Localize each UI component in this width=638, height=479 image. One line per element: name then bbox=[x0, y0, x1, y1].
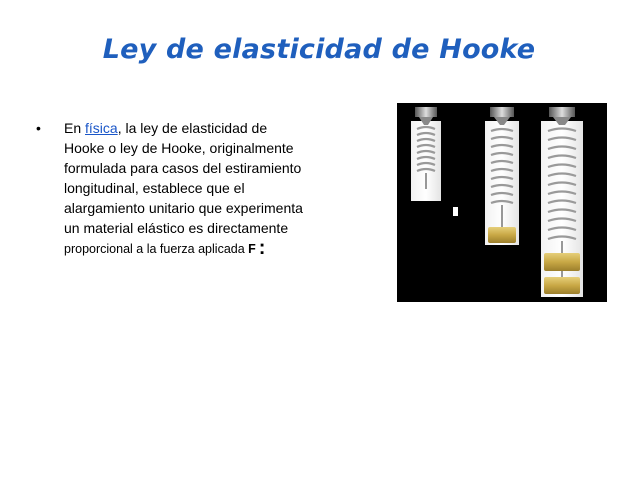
bullet-colon: : bbox=[258, 237, 266, 259]
bullet-tail-text: proporcional a la fuerza aplicada bbox=[64, 242, 249, 256]
spring-tube-1 bbox=[411, 107, 458, 216]
bullet-marker: • bbox=[36, 120, 41, 136]
springs-illustration bbox=[397, 103, 607, 302]
weight-1 bbox=[488, 227, 516, 243]
bullet-text bbox=[64, 118, 306, 259]
spring-tube-3 bbox=[541, 107, 583, 297]
spring-tube-2 bbox=[485, 107, 519, 245]
slide-title: Ley de elasticidad de Hooke bbox=[102, 34, 536, 65]
springs-svg bbox=[397, 103, 607, 302]
bullet-item bbox=[36, 118, 306, 259]
bullet-lead-text: , la ley de elasticidad de Hooke o ley de Hooke, originalmente formulada para casos del estiramiento longitudinal, establece que el alargamiento unitario que experimenta un material elástico es directamente bbox=[64, 120, 303, 236]
slide-content bbox=[36, 118, 306, 259]
weight-2a bbox=[544, 253, 580, 271]
force-symbol: F bbox=[248, 242, 256, 256]
bullet-prefix: En bbox=[64, 120, 86, 136]
fisica-link[interactable]: física bbox=[85, 120, 118, 136]
weight-2b bbox=[544, 277, 580, 294]
